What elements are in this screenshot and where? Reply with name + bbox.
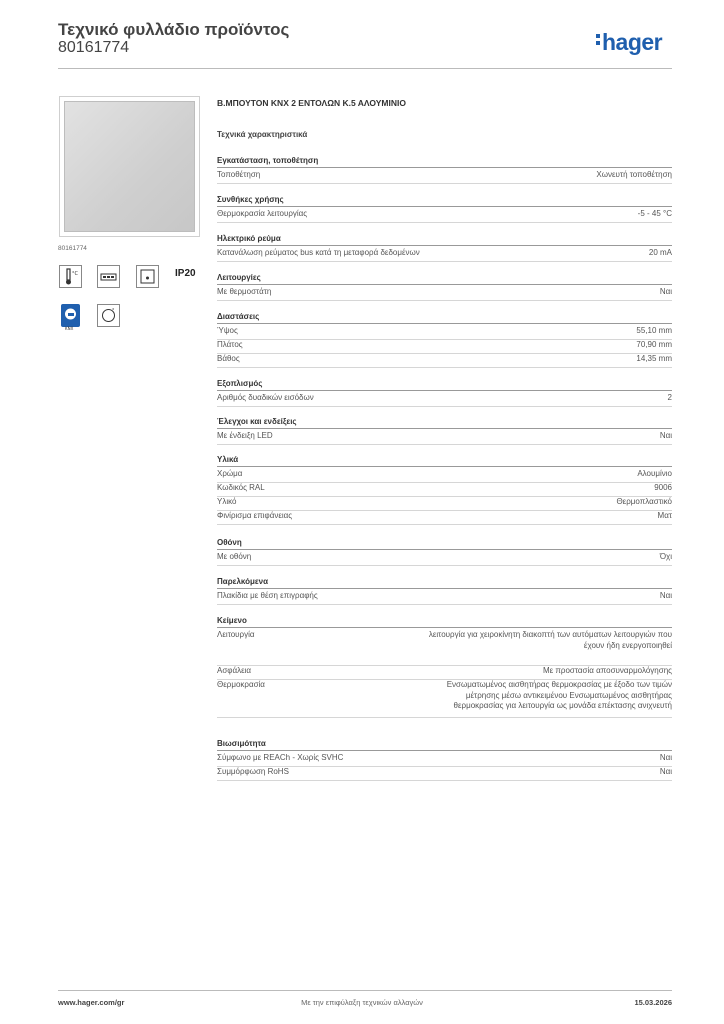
spec-row [217, 591, 672, 605]
spec-row [217, 483, 672, 497]
spec-label: Με ένδειξη LED [217, 431, 273, 440]
image-caption: 80161774 [58, 245, 87, 252]
spec-label: Υλικό [217, 497, 237, 506]
section-divider [217, 428, 672, 429]
spec-value: Ενσωματωμένος αισθητήρας θερμοκρασίας με έξοδο των τιμών μέτρησης μέσω αντικειμένου Ενσωματωμένος αισθητήρας θερμοκρασίας για λειτουργία ως μονάδα επέκτασης ανιχνευτή [446, 680, 672, 710]
spec-value: -5 - 45 °C [637, 209, 672, 218]
spec-row [217, 354, 672, 368]
rotate-icon [97, 304, 120, 327]
thermometer-icon [59, 265, 82, 288]
section-divider [217, 549, 672, 550]
sensor-icon [136, 265, 159, 288]
ip-rating-label: IP20 [175, 268, 196, 279]
spec-label: Κωδικός RAL [217, 483, 265, 492]
section-title: Βιωσιμότητα [217, 739, 266, 748]
technical-specs-heading: Τεχνικά χαρακτηριστικά [217, 130, 308, 139]
section-title: Ηλεκτρικό ρεύμα [217, 234, 281, 243]
spec-row [217, 680, 672, 718]
document-title: Τεχνικό φυλλάδιο προϊόντος [58, 20, 290, 39]
spec-value: 70,90 mm [636, 340, 672, 349]
spec-label: Θερμοκρασία λειτουργίας [217, 209, 308, 218]
spec-row [217, 431, 672, 445]
section-divider [217, 627, 672, 628]
spec-value: Ναι [659, 431, 672, 440]
spec-value: Ναι [659, 591, 672, 600]
section-divider [217, 750, 672, 751]
spec-label: Ασφάλεια [217, 666, 252, 675]
hager-logo: hager [596, 29, 662, 56]
spec-value: 20 mA [648, 248, 672, 257]
section-divider [217, 588, 672, 589]
spec-label: Με θερμοστάτη [217, 287, 272, 296]
section-divider [217, 245, 672, 246]
spec-label: Πλάτος [217, 340, 243, 349]
section-title: Έλεγχοι και ενδείξεις [217, 417, 297, 426]
spec-row [217, 753, 672, 767]
spec-label: Πλακίδια με θέση επιγραφής [217, 591, 318, 600]
spec-label: Αριθμός δυαδικών εισόδων [217, 393, 314, 402]
spec-value: Ναι [659, 287, 672, 296]
spec-row [217, 497, 672, 511]
spec-value: Ματ [657, 511, 672, 520]
spec-row [217, 511, 672, 525]
svg-text:KNX: KNX [65, 326, 74, 331]
spec-value: Ναι [659, 753, 672, 762]
spec-value: λειτουργία για χειροκίνητη διακοπτή των αυτόματων λειτουργιών που έχουν ήδη ενεργοποιηθεί [428, 630, 672, 650]
spec-value: Χωνευτή τοποθέτηση [596, 170, 672, 179]
spec-label: Συμμόρφωση RoHS [217, 767, 289, 776]
section-title: Παρελκόμενα [217, 577, 269, 586]
section-divider [217, 167, 672, 168]
spec-value: 9006 [654, 483, 672, 492]
svg-text:°: ° [112, 308, 115, 314]
footer-website: www.hager.com/gr [58, 998, 125, 1007]
section-divider [217, 466, 672, 467]
footer-divider [58, 990, 672, 991]
section-title: Κείμενο [217, 616, 247, 625]
spec-row [217, 209, 672, 223]
section-title: Διαστάσεις [217, 312, 260, 321]
product-image [59, 96, 200, 237]
spec-label: Φινίρισμα επιφάνειας [217, 511, 293, 520]
spec-label: Κατανάλωση ρεύματος bus κατά τη μεταφορά δεδομένων [217, 248, 420, 257]
product-code: 80161774 [58, 39, 130, 56]
spec-row [217, 170, 672, 184]
spec-row [217, 326, 672, 340]
section-title: Εξοπλισμός [217, 379, 263, 388]
spec-row [217, 469, 672, 483]
section-title: Οθόνη [217, 538, 242, 547]
spec-value: 55,10 mm [636, 326, 672, 335]
spec-label: Με οθόνη [217, 552, 252, 561]
spec-row [217, 552, 672, 566]
product-title: Β.ΜΠΟΥΤΟΝ KNX 2 ΕΝΤΟΛΩΝ Κ.5 ΑΛΟΥΜΙΝΙΟ [217, 98, 406, 108]
spec-value: Αλουμίνιο [637, 469, 672, 478]
header-divider [58, 68, 672, 69]
knx-logo-icon [59, 304, 82, 331]
display-module-icon [97, 265, 120, 288]
spec-label: Θερμοκρασία [217, 680, 265, 689]
spec-row [217, 248, 672, 262]
spec-row [217, 340, 672, 354]
spec-value: Ναι [659, 767, 672, 776]
footer-note: Με την επιφύλαξη τεχνικών αλλαγών [301, 998, 423, 1007]
section-divider [217, 284, 672, 285]
section-title: Υλικά [217, 455, 239, 464]
spec-row [217, 666, 672, 680]
spec-label: Λειτουργία [217, 630, 255, 639]
section-title: Συνθήκες χρήσης [217, 195, 284, 204]
spec-value: Με προστασία αποσυναρμολόγησης [542, 666, 672, 675]
spec-label: Χρώμα [217, 469, 243, 478]
spec-label: Βάθος [217, 354, 240, 363]
section-divider [217, 206, 672, 207]
section-divider [217, 390, 672, 391]
spec-value: 2 [667, 393, 672, 402]
spec-row [217, 287, 672, 301]
spec-label: Ύψος [217, 326, 238, 335]
section-title: Εγκατάσταση, τοποθέτηση [217, 156, 319, 165]
spec-row [217, 767, 672, 781]
svg-text:°C: °C [72, 271, 78, 277]
spec-label: Τοποθέτηση [217, 170, 261, 179]
section-divider [217, 323, 672, 324]
footer-date: 15.03.2026 [634, 998, 672, 1007]
spec-value: Θερμοπλαστικό [616, 497, 672, 506]
spec-value: Όχι [659, 552, 672, 561]
spec-value: 14,35 mm [636, 354, 672, 363]
spec-row [217, 630, 672, 666]
spec-label: Σύμφωνο με REACh - Χωρίς SVHC [217, 753, 344, 762]
spec-row [217, 393, 672, 407]
section-title: Λειτουργίες [217, 273, 261, 282]
